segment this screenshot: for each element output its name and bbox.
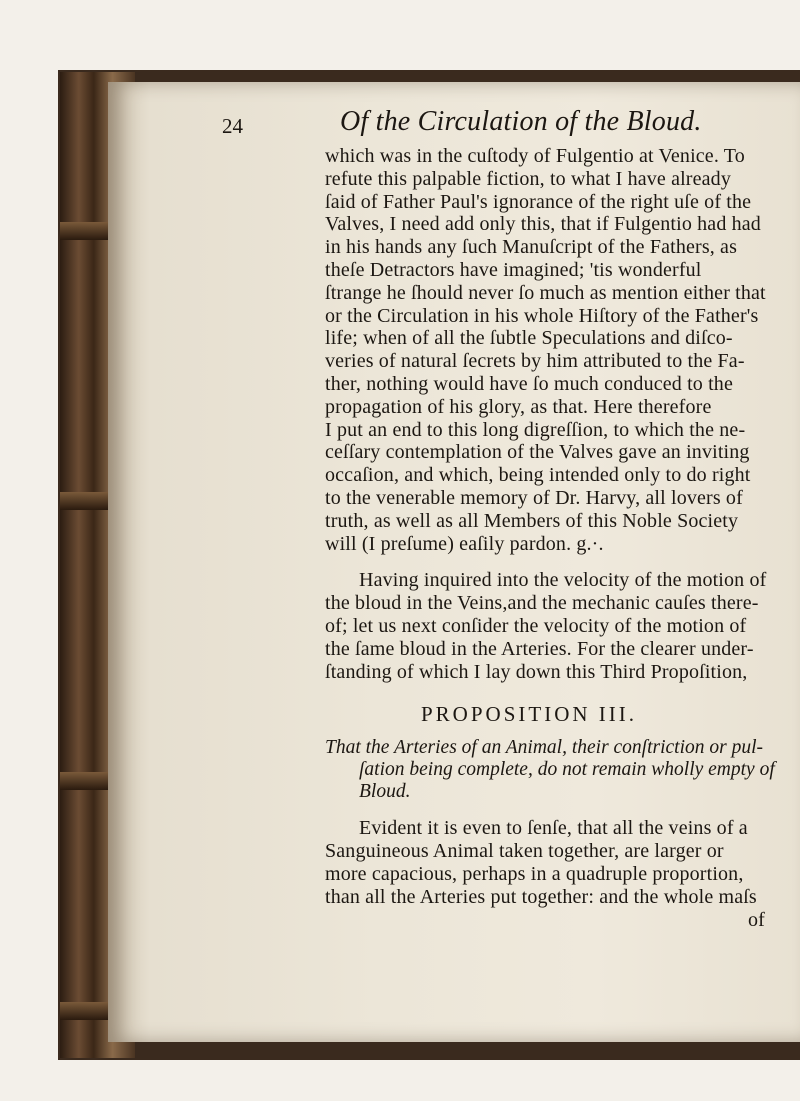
text-line: life; when of all the ſubtle Speculations and diſco- xyxy=(325,327,733,350)
text-line: the bloud in the Veins,and the mechanic cauſes there- xyxy=(325,592,759,615)
text-line: or the Circulation in his whole Hiſtory of the Father's xyxy=(325,304,759,327)
text-line: ſtanding of which I lay down this Third Propoſition, xyxy=(325,660,748,683)
text-line: Sanguineous Animal taken together, are larger or xyxy=(325,840,724,863)
text-line: ther, nothing would have ſo much conduced to the xyxy=(325,372,733,395)
text-line: ſaid of Father Paul's ignorance of the right uſe of the xyxy=(325,190,752,213)
page-number: 24 xyxy=(222,114,243,138)
text-line: Bloud. xyxy=(359,781,411,803)
paragraph-1 xyxy=(325,145,795,555)
page-header xyxy=(0,106,800,146)
text-line: more capacious, perhaps in a quadruple proportion, xyxy=(325,862,744,885)
proposition-heading: PROPOSITION III. xyxy=(421,702,637,727)
text-line: to the venerable memory of Dr. Harvy, all lovers of xyxy=(325,486,743,509)
paragraph-gap xyxy=(325,555,795,569)
text-line: That the Arteries of an Animal, their conſtriction or pul- xyxy=(325,737,764,759)
text-line: ceſſary contemplation of the Valves gave an inviting xyxy=(325,441,750,464)
text-line: the ſame bloud in the Arteries. For the clearer under- xyxy=(325,637,754,660)
text-line: I put an end to this long digreſſion, to which the ne- xyxy=(325,418,746,441)
proposition-text xyxy=(325,737,795,803)
body-text xyxy=(325,145,795,931)
text-line: propagation of his glory, as that. Here therefore xyxy=(325,395,712,418)
text-line: which was in the cuſtody of Fulgentio at Venice. To xyxy=(325,145,745,167)
text-line: ſation being complete, do not remain wholly empty of xyxy=(359,759,775,781)
text-line: than all the Arteries put together: and the whole maſs xyxy=(325,885,757,908)
text-line: will (I preſume) eaſily pardon. g.·. xyxy=(325,532,604,555)
text-line: truth, as well as all Members of this Noble Society xyxy=(325,509,739,532)
text-line: ſtrange he ſhould never ſo much as mention either that xyxy=(325,281,766,304)
paragraph-2 xyxy=(325,569,795,683)
text-line: occaſion, and which, being intended only to do right xyxy=(325,464,751,487)
text-line: Evident it is even to ſenſe, that all the veins of a xyxy=(359,817,748,840)
paragraph-gap xyxy=(325,803,795,817)
text-line: of; let us next conſider the velocity of the motion of xyxy=(325,614,747,637)
text-line: in his hands any ſuch Manuſcript of the Fathers, as xyxy=(325,236,738,259)
paragraph-3 xyxy=(325,817,795,931)
text-line: veries of natural ſecrets by him attributed to the Fa- xyxy=(325,350,745,373)
running-head: Of the Circulation of the Bloud. xyxy=(340,106,702,137)
text-line: theſe Detractors have imagined; 'tis wonderful xyxy=(325,258,702,281)
text-line: refute this palpable fiction, to what I have already xyxy=(325,167,731,190)
catchword: of xyxy=(748,908,765,931)
text-line: Having inquired into the velocity of the motion of xyxy=(359,569,767,592)
text-line: Valves, I need add only this, that if Fulgentio had had xyxy=(325,213,761,236)
